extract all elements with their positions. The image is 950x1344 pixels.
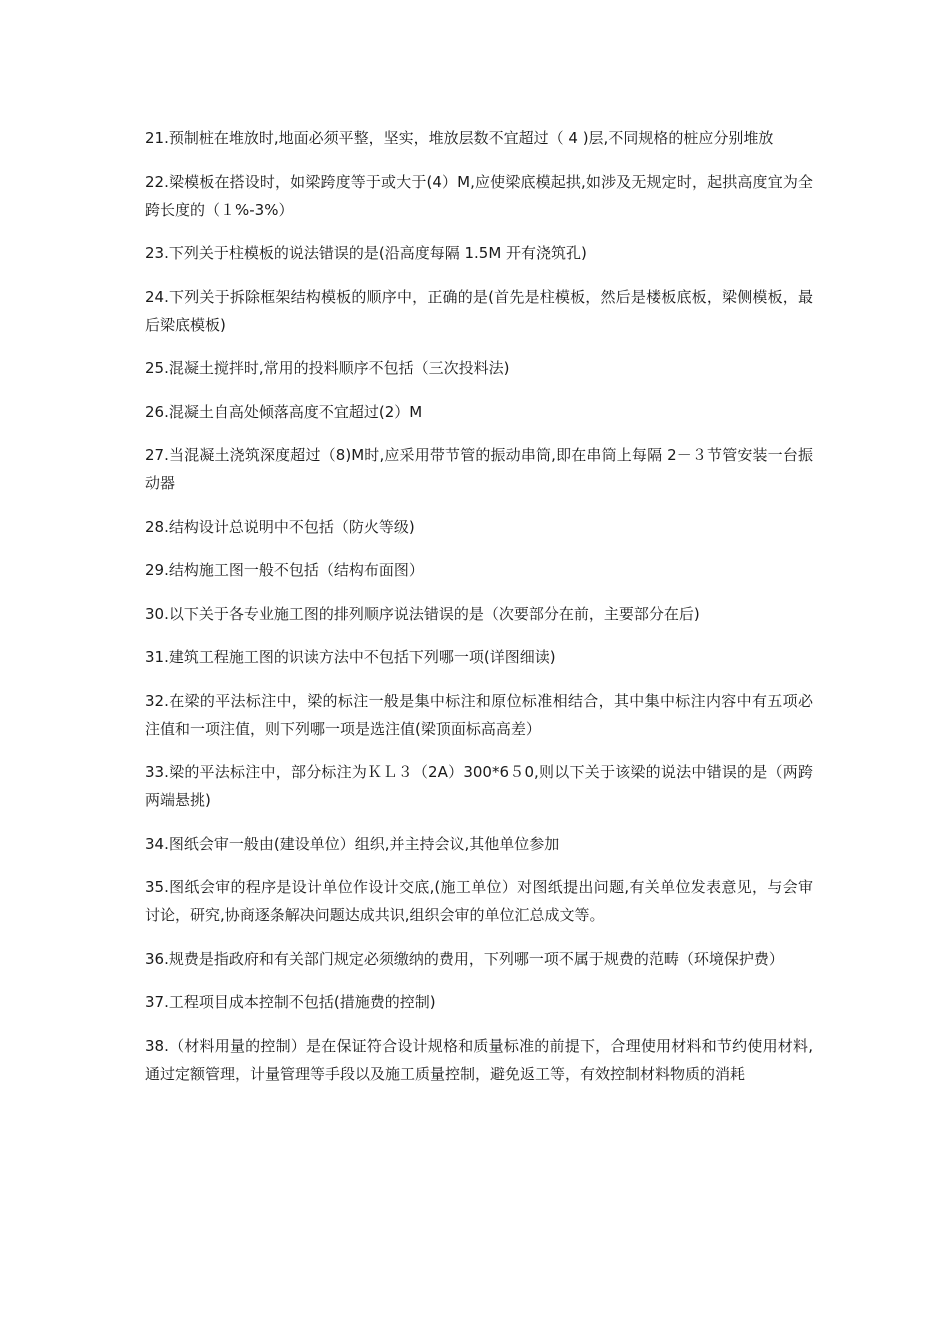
question-27: 27.当混凝土浇筑深度超过（8)M时,应采用带节管的振动串筒,即在串筒上每隔 2－３节管安装一台振动器	[145, 446, 813, 492]
question-26: 26.混凝土自高处倾落高度不宜超过(2）M	[145, 402, 423, 421]
question-31: 31.建筑工程施工图的识读方法中不包括下列哪一项(详图细读)	[145, 648, 556, 666]
question-37: 37.工程项目成本控制不包括(措施费的控制)	[145, 993, 436, 1011]
question-25: 25.混凝土搅拌时,常用的投料顺序不包括（三次投料法)	[145, 359, 510, 377]
question-22: 22.梁模板在搭设时，如梁跨度等于或大于(4）M,应使梁底模起拱,如涉及无规定时，起拱高度宜为全跨长度的（１%-3%）	[145, 172, 813, 219]
question-23: 23.下列关于柱模板的说法错误的是(沿高度每隔 1.5M 开有浇筑孔)	[145, 244, 587, 262]
question-29: 29.结构施工图一般不包括（结构布面图）	[145, 561, 424, 579]
question-28: 28.结构设计总说明中不包括（防火等级)	[145, 517, 415, 536]
question-33: 33.梁的平法标注中，部分标注为ＫＬ３（2A）300*6５0,则以下关于该梁的说法中错误的是（两跨两端悬挑)	[145, 763, 813, 809]
question-24: 24.下列关于拆除框架结构模板的顺序中，正确的是(首先是柱模板，然后是楼板底板，梁侧模板，最后梁底模板)	[145, 287, 813, 334]
question-30: 30.以下关于各专业施工图的排列顺序说法错误的是（次要部分在前，主要部分在后)	[145, 604, 700, 623]
question-32: 32.在梁的平法标注中，梁的标注一般是集中标注和原位标准相结合，其中集中标注内容中有五项必注值和一项注值，则下列哪一项是选注值(梁顶面标高高差）	[145, 691, 813, 738]
question-21: 21.预制桩在堆放时,地面必须平整，坚实，堆放层数不宜超过（ 4 )层,不同规格的桩应分别堆放	[145, 129, 774, 147]
question-34: 34.图纸会审一般由(建设单位）组织,并主持会议,其他单位参加	[145, 834, 560, 853]
question-36: 36.规费是指政府和有关部门规定必须缴纳的费用，下列哪一项不属于规费的范畴（环境保护费）	[145, 949, 784, 968]
question-35: 35.图纸会审的程序是设计单位作设计交底,(施工单位）对图纸提出问题,有关单位发表意见，与会审讨论，研究,协商逐条解决问题达成共识,组织会审的单位汇总成文等。	[145, 878, 813, 924]
question-38: 38.（材料用量的控制）是在保证符合设计规格和质量标准的前提下，合理使用材料和节约使用材料,通过定额管理，计量管理等手段以及施工质量控制，避免返工等，有效控制材料物质的消耗	[145, 1036, 813, 1083]
question-list	[145, 124, 813, 1103]
